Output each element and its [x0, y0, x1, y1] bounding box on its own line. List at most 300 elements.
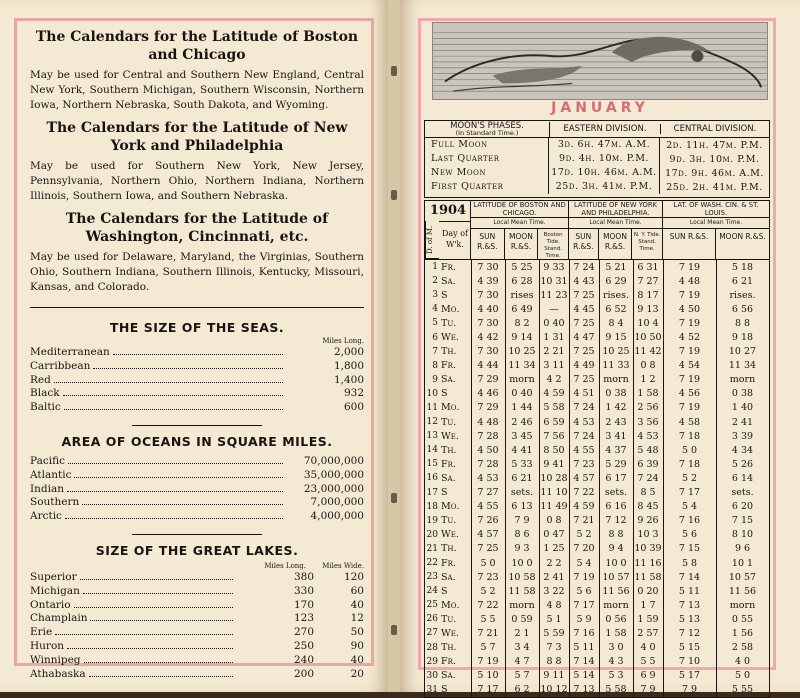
boston-tide: 6 59 — [543, 416, 565, 428]
dot-leader — [84, 662, 233, 663]
seas-value: 1,800 — [333, 359, 364, 372]
newyork-sun: 7 25 — [573, 289, 595, 301]
boston-sun: 4 42 — [477, 332, 499, 344]
phases-label-cell — [425, 122, 550, 137]
oceans-list — [30, 455, 364, 524]
sun-header: SUN R.&S. — [471, 229, 505, 260]
newyork-tide: 6 9 — [640, 670, 656, 682]
phases-label: MOON'S PHASES. — [450, 120, 524, 131]
day-of-month: 23 — [426, 572, 438, 583]
newyork-tide: 0 8 — [640, 360, 656, 372]
boston-moon: 11 58 — [508, 585, 536, 597]
day-of-month: 18 — [426, 501, 438, 512]
boston-tide-header: Boston Tide. Stand. Time. — [543, 232, 563, 259]
dot-leader — [64, 409, 283, 410]
phases-header — [425, 121, 769, 138]
newyork-tide: 2 56 — [637, 402, 659, 414]
lakes-long: 240 — [293, 653, 314, 666]
lakes-units — [30, 562, 364, 570]
washington-moon: 4 0 — [734, 656, 751, 668]
lakes-row — [30, 599, 364, 613]
newyork-tide: 7 27 — [637, 275, 659, 287]
washington-sun: 4 48 — [678, 275, 701, 287]
lakes-row — [30, 640, 364, 654]
day-row — [425, 570, 769, 584]
boston-sun: 7 30 — [477, 289, 499, 301]
newyork-tide: 6 31 — [637, 261, 659, 273]
newyork-sun: 4 47 — [573, 332, 595, 344]
day-of-week: Sa. — [441, 275, 456, 287]
newyork-sun: 7 24 — [573, 402, 595, 414]
day-row — [425, 457, 769, 471]
newyork-moon: 6 16 — [605, 501, 627, 513]
staple — [391, 625, 397, 635]
washington-moon: 8 10 — [731, 529, 754, 541]
newyork-sun: 5 11 — [573, 642, 595, 654]
newyork-sun: 4 49 — [573, 360, 595, 372]
divider — [30, 307, 364, 308]
lakes-wide: 40 — [350, 598, 364, 611]
boston-moon: 7 9 — [514, 515, 530, 527]
eastern-division-header: EASTERN DIVISION. — [550, 124, 661, 134]
day-of-week-header: Day of W'k. — [439, 221, 471, 259]
newyork-moon: 9 15 — [605, 332, 627, 344]
boston-sun: 7 17 — [477, 684, 499, 696]
newyork-tide: 5 48 — [637, 444, 659, 456]
boston-tide: 10 31 — [540, 275, 568, 287]
boston-moon: 5 25 — [511, 261, 533, 273]
boston-tide: 4 8 — [546, 599, 562, 611]
washington-sun: 7 19 — [678, 261, 701, 273]
day-row — [425, 345, 769, 359]
boston-tide: 2 21 — [543, 346, 565, 358]
day-of-month: 10 — [426, 388, 438, 399]
dot-leader — [67, 648, 233, 649]
newyork-tide: 1 59 — [637, 613, 659, 625]
boston-moon: 6 21 — [511, 472, 533, 484]
newyork-sun: 4 55 — [573, 444, 595, 456]
newyork-moon: 3 41 — [605, 430, 627, 442]
boston-tide: 1 31 — [543, 332, 565, 344]
washington-moon: 0 38 — [731, 388, 754, 400]
washington-moon: 10 57 — [728, 571, 757, 583]
newyork-sun: 4 59 — [573, 501, 595, 513]
washington-sun: 5 17 — [678, 670, 701, 682]
newyork-tide: 11 58 — [634, 571, 662, 583]
newyork-moon: 8 4 — [608, 317, 624, 329]
oceans-value: 4,000,000 — [310, 510, 364, 523]
lakes-name: Champlain — [30, 612, 88, 625]
newyork-moon: sets. — [604, 487, 628, 499]
seas-unit: Miles Long. — [322, 337, 364, 345]
day-row — [425, 471, 769, 485]
newyork-sun: 7 25 — [573, 374, 595, 386]
day-of-month: 14 — [426, 445, 438, 456]
day-of-week: Th. — [441, 543, 457, 555]
day-of-month: 16 — [426, 473, 438, 484]
newyork-moon: 6 29 — [605, 275, 627, 287]
lakes-list — [30, 571, 364, 681]
day-of-week: Mo. — [441, 599, 460, 611]
oceans-name: Pacific — [30, 454, 65, 467]
phase-central: 25d. 2h. 41m. P.M. — [666, 181, 763, 193]
boston-moon: morn — [509, 374, 535, 386]
washington-moon: 6 20 — [731, 501, 754, 513]
washington-sun: 4 52 — [678, 332, 701, 344]
dot-leader — [113, 354, 283, 355]
boston-tide: 5 59 — [543, 627, 565, 639]
newyork-sun: 5 6 — [576, 585, 592, 597]
washington-moon: 2 58 — [731, 642, 754, 654]
boston-moon: 10 25 — [508, 346, 536, 358]
newyork-sun: 7 19 — [573, 571, 595, 583]
day-of-week: S — [441, 289, 448, 301]
lakes-name: Erie — [30, 626, 53, 639]
boston-tide: 2 2 — [546, 557, 562, 569]
month-title: JANUARY — [551, 100, 649, 116]
day-of-month: 29 — [426, 656, 438, 667]
day-of-month: 5 — [432, 318, 438, 329]
boston-moon: sets. — [510, 487, 534, 499]
lakes-name: Huron — [30, 639, 65, 652]
staple — [391, 493, 397, 503]
newyork-moon: 4 37 — [605, 444, 627, 456]
oceans-value: 7,000,000 — [310, 496, 364, 509]
day-of-week: S — [441, 487, 448, 499]
newyork-moon: 5 58 — [605, 684, 627, 696]
day-of-week: We. — [441, 332, 459, 344]
boston-title: LATITUDE OF BOSTON AND CHICAGO. — [471, 201, 568, 218]
seas-name: Black — [30, 387, 60, 400]
boston-tide: 0 47 — [543, 529, 565, 541]
washington-sun: 7 19 — [678, 289, 701, 301]
day-row — [425, 500, 769, 514]
washington-sun: 7 18 — [678, 458, 701, 470]
day-row — [425, 274, 769, 288]
washington-sun: 4 56 — [678, 388, 701, 400]
lakes-long: 380 — [293, 570, 314, 583]
boston-tide: 5 58 — [543, 402, 565, 414]
day-of-week: Th. — [441, 444, 457, 456]
day-of-month: 7 — [432, 346, 438, 357]
washington-sun: 7 10 — [678, 656, 701, 668]
washington-moon: 10 27 — [728, 346, 757, 358]
day-of-week: Fr. — [441, 261, 456, 273]
newyork-sun: 5 14 — [573, 670, 595, 682]
calendar-table — [424, 200, 770, 698]
newyork-tide: 4 53 — [637, 430, 659, 442]
boston-sun: 7 30 — [477, 261, 499, 273]
boston-sun: 4 44 — [477, 360, 499, 372]
lakes-wide: 40 — [350, 653, 364, 666]
day-row — [425, 612, 769, 626]
lakes-row — [30, 668, 364, 682]
engraving-icon — [433, 23, 767, 99]
day-of-month: 1 — [432, 262, 438, 273]
boston-tide: 9 11 — [543, 670, 565, 682]
dot-leader — [67, 491, 283, 492]
local-mean-time-label: Local Mean Time. — [663, 218, 769, 229]
boston-sun: 7 30 — [477, 317, 499, 329]
day-of-week: Fr. — [441, 458, 456, 470]
day-of-week: S — [441, 388, 448, 400]
dot-leader — [74, 607, 233, 608]
oceans-title: AREA OF OCEANS IN SQUARE MILES. — [61, 433, 333, 449]
left-page-content — [30, 28, 364, 681]
boston-tide: 7 3 — [546, 642, 562, 654]
boston-sun: 7 29 — [477, 402, 499, 414]
newyork-moon: morn — [603, 374, 629, 386]
dot-leader — [83, 593, 233, 594]
local-mean-time-label: Local Mean Time. — [471, 218, 568, 229]
year: 1904 — [429, 203, 467, 218]
phase-name: Full Moon — [425, 138, 549, 152]
newyork-tide-header: N. Y. Tide. Stand. Time. — [633, 232, 661, 252]
phase-row — [425, 138, 769, 152]
boston-sun: 7 22 — [477, 599, 499, 611]
boston-tide: 10 28 — [540, 472, 568, 484]
washington-sun: 7 19 — [678, 346, 701, 358]
boston-tide: 9 41 — [543, 458, 565, 470]
newyork-tide: 10 50 — [634, 332, 662, 344]
lakes-long: 330 — [293, 584, 314, 597]
calendar-heading-newyork: The Calendars for the Latitude of New York and Philadelphia — [46, 120, 348, 154]
washington-moon: 9 6 — [734, 543, 751, 555]
seas-row — [30, 346, 364, 360]
seas-row — [30, 387, 364, 401]
newyork-tide: 10 3 — [637, 529, 659, 541]
washington-sun: 4 58 — [678, 416, 701, 428]
newyork-sun: 7 14 — [573, 656, 595, 668]
lakes-row — [30, 585, 364, 599]
lakes-name: Athabaska — [30, 667, 86, 680]
day-row — [425, 429, 769, 443]
washington-sun: 7 16 — [678, 515, 701, 527]
newyork-group-header — [569, 201, 663, 259]
newyork-sun: 7 20 — [573, 543, 595, 555]
lakes-wide: 12 — [350, 612, 364, 625]
boston-moon: 0 40 — [511, 388, 533, 400]
lakes-wide: 120 — [343, 570, 364, 583]
washington-sun: 4 50 — [678, 303, 701, 315]
washington-moon: morn — [729, 599, 756, 611]
day-of-month: 31 — [426, 684, 438, 695]
boston-moon: 8 6 — [514, 529, 530, 541]
boston-moon: 2 1 — [514, 627, 530, 639]
newyork-sun: 4 57 — [573, 472, 595, 484]
boston-tide: 0 8 — [546, 515, 562, 527]
oceans-row — [30, 510, 364, 524]
newyork-moon: 8 8 — [608, 529, 624, 541]
boston-tide: 1 25 — [543, 543, 565, 555]
boston-sun: 7 28 — [477, 458, 499, 470]
lakes-row — [30, 626, 364, 640]
day-of-week: Tu. — [441, 317, 457, 329]
boston-tide: 0 40 — [543, 317, 565, 329]
washington-sun: 5 4 — [681, 501, 698, 513]
newyork-sun: 7 13 — [573, 684, 595, 696]
newyork-moon: 6 17 — [605, 472, 627, 484]
boston-moon: 4 7 — [514, 656, 530, 668]
day-row — [425, 415, 769, 429]
newyork-moon: 5 29 — [605, 458, 627, 470]
day-of-month: 11 — [426, 402, 438, 413]
dot-leader — [90, 620, 233, 621]
day-of-week: Th. — [441, 642, 457, 654]
newyork-tide: 8 17 — [637, 289, 659, 301]
newyork-tide: 3 56 — [637, 416, 659, 428]
boston-sun: 7 29 — [477, 374, 499, 386]
seas-value: 1,400 — [333, 373, 364, 386]
washington-sun: 5 6 — [681, 529, 698, 541]
newyork-tide: 8 5 — [640, 487, 656, 499]
dot-leader — [68, 463, 283, 464]
day-of-month: 2 — [432, 276, 438, 287]
day-of-week: Sa. — [441, 571, 456, 583]
moon-phases-table — [424, 120, 770, 198]
day-of-month: 8 — [432, 360, 438, 371]
boston-sun: 7 26 — [477, 515, 499, 527]
boston-tide: 4 2 — [546, 374, 562, 386]
day-of-month: 25 — [426, 600, 438, 611]
phase-eastern: 17d. 10h. 46m. A.M. — [549, 166, 660, 180]
boston-sun: 7 21 — [477, 627, 499, 639]
newyork-title: LATITUDE OF NEW YORK AND PHILADELPHIA. — [569, 201, 662, 218]
boston-tide: 2 41 — [543, 571, 565, 583]
washington-moon: 9 18 — [731, 332, 754, 344]
calendar-heading-boston: The Calendars for the Latitude of Boston and Chicago — [35, 29, 359, 63]
dot-leader — [65, 518, 283, 519]
phase-central: 2d. 11h. 47m. P.M. — [666, 139, 763, 151]
oceans-name: Indian — [30, 482, 65, 495]
washington-moon: 7 15 — [731, 515, 754, 527]
boston-moon: 4 41 — [511, 444, 533, 456]
phase-eastern: 25d. 3h. 41m. P.M. — [549, 180, 660, 194]
day-of-week: Mo. — [441, 402, 460, 414]
day-row — [425, 260, 769, 274]
newyork-moon: 11 33 — [602, 360, 630, 372]
boston-tide: 3 11 — [543, 360, 565, 372]
boston-moon: 3 45 — [511, 430, 533, 442]
washington-sun: 7 19 — [678, 402, 701, 414]
washington-title: LAT. OF WASH. CIN. & ST. LOUIS. — [663, 201, 769, 218]
washington-sun: 5 15 — [678, 642, 701, 654]
day-of-month: 30 — [426, 670, 438, 681]
lakes-unit-wide: Miles Wide. — [322, 561, 364, 570]
boston-tide: 11 23 — [540, 289, 568, 301]
newyork-tide: 11 16 — [634, 557, 662, 569]
oceans-row — [30, 469, 364, 483]
newyork-tide: 5 5 — [640, 656, 656, 668]
oceans-name: Atlantic — [30, 468, 72, 481]
day-of-week: Mo. — [441, 501, 460, 513]
newyork-tide: 1 2 — [640, 374, 656, 386]
newyork-sun: 4 51 — [573, 388, 595, 400]
boston-sun: 4 48 — [477, 416, 499, 428]
seas-name: Mediterranean — [30, 346, 110, 358]
day-of-week: Tu. — [441, 416, 457, 428]
book-gutter — [388, 0, 400, 692]
boston-sun: 4 53 — [477, 472, 499, 484]
washington-moon: 6 14 — [731, 472, 754, 484]
washington-sun: 5 11 — [678, 585, 701, 597]
lakes-row — [30, 612, 364, 626]
boston-tide: 7 56 — [543, 430, 565, 442]
lakes-name: Superior — [30, 570, 77, 583]
seas-value: 2,000 — [333, 346, 364, 358]
lakes-wide: 60 — [350, 584, 364, 597]
seas-row — [30, 360, 364, 374]
lakes-long: 270 — [293, 626, 314, 639]
newyork-tide: 10 4 — [637, 317, 659, 329]
newyork-moon: rises. — [603, 289, 629, 301]
day-of-month: 20 — [426, 529, 438, 540]
washington-sun: 7 9 — [681, 684, 698, 696]
phase-central: 17d. 9h. 46m. A.M. — [665, 167, 764, 179]
day-of-month: 28 — [426, 642, 438, 653]
local-mean-time-label: Local Mean Time. — [569, 218, 662, 229]
day-row — [425, 330, 769, 344]
sun-header: SUN R.&S. — [663, 229, 716, 259]
phase-row — [425, 152, 769, 166]
day-row — [425, 443, 769, 457]
day-of-week: We. — [441, 430, 459, 442]
newyork-moon: 10 57 — [602, 571, 630, 583]
lakes-long: 250 — [293, 639, 314, 652]
boston-sun: 5 10 — [477, 670, 499, 682]
washington-sun: 5 2 — [681, 472, 698, 484]
washington-sun: 7 12 — [678, 627, 701, 639]
newyork-tide: 6 39 — [637, 458, 659, 470]
moon-header: MOON R.&S. — [719, 232, 766, 241]
day-of-month: 27 — [426, 628, 438, 639]
day-of-month: 15 — [426, 459, 438, 470]
day-of-month: 12 — [426, 417, 438, 428]
newyork-moon: morn — [603, 599, 629, 611]
boston-tide: 8 8 — [546, 656, 562, 668]
boston-moon: 6 13 — [511, 501, 533, 513]
newyork-moon: 1 42 — [605, 402, 627, 414]
dot-leader — [63, 395, 283, 396]
washington-sun: 7 14 — [678, 571, 701, 583]
washington-moon: rises. — [729, 289, 756, 301]
day-row — [425, 387, 769, 401]
washington-moon: 6 21 — [731, 275, 754, 287]
boston-moon: rises — [510, 289, 534, 301]
seas-name: Baltic — [30, 401, 61, 414]
day-of-week: Tu. — [441, 515, 457, 527]
day-of-week: Fr. — [441, 656, 456, 668]
seas-row — [30, 374, 364, 388]
washington-sun: 5 8 — [681, 557, 698, 569]
phase-rows — [425, 138, 769, 194]
washington-sun: 4 54 — [678, 360, 701, 372]
oceans-value: 23,000,000 — [303, 482, 364, 495]
day-of-month: 26 — [426, 614, 438, 625]
washington-moon: 1 40 — [731, 402, 754, 414]
newyork-sun: 4 53 — [573, 416, 595, 428]
washington-moon: 3 39 — [731, 430, 754, 442]
day-row — [425, 288, 769, 302]
dot-leader — [55, 634, 233, 635]
boston-sun: 7 19 — [477, 656, 499, 668]
phase-row — [425, 180, 769, 194]
newyork-tide: 11 42 — [634, 346, 662, 358]
boston-tide: 8 50 — [543, 444, 565, 456]
newyork-moon: 0 56 — [605, 613, 627, 625]
newyork-moon: 11 56 — [602, 585, 630, 597]
lakes-long: 200 — [293, 667, 314, 680]
